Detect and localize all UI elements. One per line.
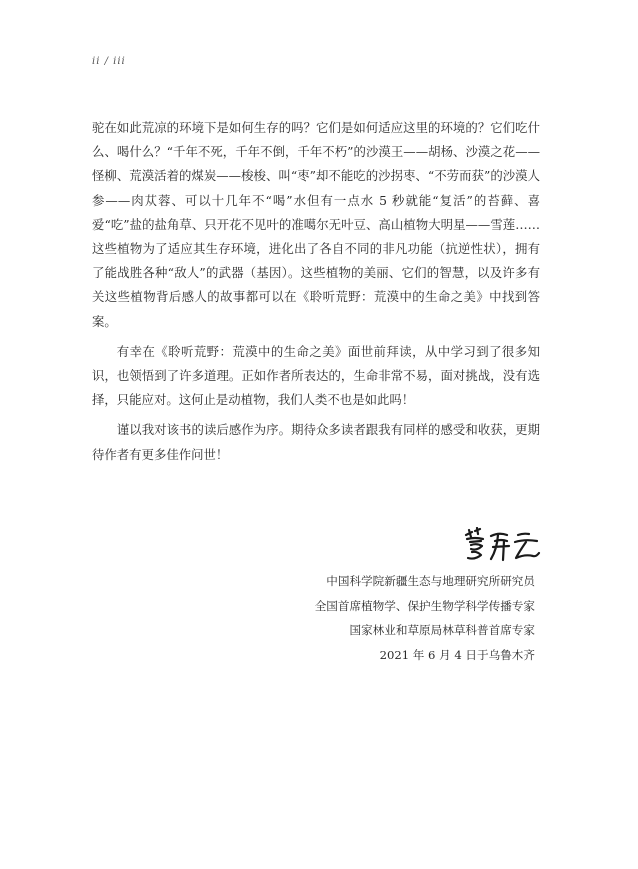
- credit-date-place: 2021 年 6 月 4 日于乌鲁木齐: [379, 647, 535, 662]
- author-credits: [315, 569, 535, 667]
- credit-affiliation: 中国科学院新疆生态与地理研究所研究员: [326, 574, 535, 588]
- preface-body: [92, 116, 540, 473]
- page-number-marker: ii / iii: [92, 56, 126, 67]
- paragraph-1: 驼在如此荒凉的环境下是如何生存的吗？它们是如何适应这里的环境的？它们吃什么、喝什么？“千年不死，千年不倒，千年不朽”的沙漠王——胡杨、沙漠之花——怪柳、荒漠活着的煤炭——梭梭、叫“枣”却不能吃的沙拐枣、“不劳而获”的沙漠人参——肉苁蓉、可以十几年不“喝”水但有一点水 5 秒就能“复活”的苔藓、喜爱“吃”盐的盐角草、只开花不见叶的准噶尔无叶豆、高山植物大明星——雪莲……这些植物为了适应其生存环境，进化出了各自不同的非凡功能（抗逆性状），拥有了能战胜各种“敌人”的武器（基因）。这些植物的美丽、它们的智慧，以及许多有关这些植物背后感人的故事都可以在《聆听荒野：荒漠中的生命之美》中找到答案。: [92, 120, 540, 329]
- handwritten-signature: [463, 527, 543, 563]
- paragraph-2: 有幸在《聆听荒野：荒漠中的生命之美》面世前拜读，从中学习到了很多知识，也领悟到了许多道理。正如作者所表达的，生命非常不易，面对挑战，没有选择，只能应对。这何止是动植物，我们人类不也是如此吗！: [92, 343, 540, 408]
- credit-title-2: 国家林业和草原局林草科普首席专家: [349, 623, 535, 637]
- paragraph-3: 谨以我对该书的读后感作为序。期待众多读者跟我有同样的感受和收获，更期待作者有更多佳作问世！: [92, 422, 540, 462]
- credit-title-1: 全国首席植物学、保护生物学科学传播专家: [314, 598, 535, 613]
